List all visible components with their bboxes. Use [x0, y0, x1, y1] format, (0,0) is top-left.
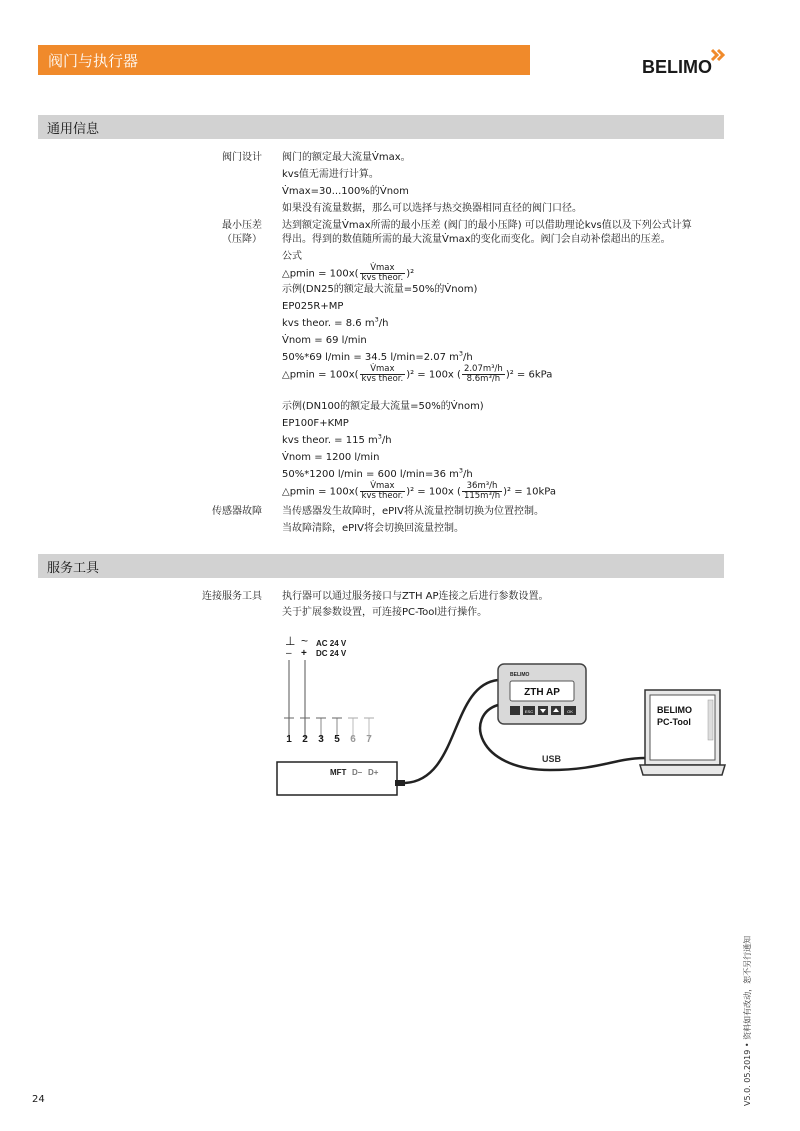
sensor-fault-line-2: 当故障清除，ePIV将会切换回流量控制。 — [282, 523, 464, 534]
ex2-res-mid: )² = 100x ( — [406, 486, 461, 498]
ex1-den-1: kvs theor. — [361, 374, 404, 384]
formula-den: kvs theor. — [361, 273, 404, 283]
ex2-den-2: 115m³/h — [463, 491, 501, 501]
pc-line-2: PC-Tool — [657, 717, 691, 727]
ex2-res-end: )² = 10kPa — [503, 486, 556, 498]
label-connect-service: 连接服务工具 — [202, 591, 262, 602]
ex2-kvs-prefix: kvs theor. = 115 m — [282, 435, 378, 446]
min-dp-desc-2: 得出。得到的数值随所需的最大流量V̇max的变化而变化。阀门会自动补偿超出的压差。 — [282, 234, 671, 245]
ex2-kvs — [282, 434, 392, 448]
belimo-logo — [638, 46, 728, 80]
terminal-7: 7 — [366, 734, 372, 745]
device-brand: BELIMO — [510, 672, 530, 678]
ex1-result — [282, 365, 552, 384]
zth-ap-device — [498, 664, 586, 724]
ex1-res-end: )² = 6kPa — [505, 369, 553, 381]
page-header-title: 阀门与执行器 — [48, 52, 139, 70]
ex1-title: 示例(DN25的额定最大流量=50%的V̇nom) — [282, 284, 478, 295]
mft-label: MFT — [330, 768, 347, 777]
ex1-calc-suffix: /h — [463, 352, 473, 363]
formula-fraction — [360, 264, 406, 283]
ex2-kvs-sup: 3 — [377, 432, 382, 441]
dplus-label: D+ — [368, 768, 379, 777]
terminal-5: 5 — [334, 734, 340, 745]
tilde-symbol: ~ — [301, 634, 309, 648]
ex1-vnom: V̇nom = 69 l/min — [282, 335, 367, 346]
formula-prefix: △pmin = 100x( — [282, 268, 359, 280]
label-sensor-fault: 传感器故障 — [212, 506, 262, 517]
ex1-kvs — [282, 317, 388, 331]
section-general — [38, 115, 724, 139]
formula-suffix: )² — [406, 268, 415, 280]
service-line-2: 关于扩展参数设置，可连接PC-Tool进行操作。 — [282, 607, 488, 618]
section-title-general: 通用信息 — [47, 122, 100, 137]
ex1-calc — [282, 351, 473, 365]
sensor-fault-line-1: 当传感器发生故障时，ePIV将从流量控制切换为位置控制。 — [282, 506, 544, 517]
ex1-kvs-suffix: /h — [378, 318, 389, 329]
ex2-kvs-suffix: /h — [381, 435, 392, 446]
ex2-model: EP100F+KMP — [282, 418, 349, 429]
logo-text: BELIMO — [642, 57, 712, 77]
version-note: V5.0. 05.2019 • 资料如有改动，恕不另行通知 — [743, 935, 752, 1106]
ex2-res-prefix: △pmin = 100x( — [282, 486, 359, 498]
ex2-vnom: V̇nom = 1200 l/min — [282, 452, 380, 463]
ac-label: AC 24 V — [316, 639, 347, 648]
ex2-den-1: kvs theor. — [361, 491, 404, 501]
ex1-calc-sup: 3 — [458, 349, 464, 358]
pc-line-1: BELIMO — [657, 705, 692, 715]
ex1-model: EP025R+MP — [282, 301, 344, 312]
ex1-kvs-sup: 3 — [374, 315, 379, 324]
valve-design-line-4: 如果没有流量数据，那么可以选择与热交换器相同直径的阀门口径。 — [282, 203, 582, 214]
ex2-title: 示例(DN100的额定最大流量=50%的V̇nom) — [282, 401, 484, 412]
valve-design-line-3: V̇max=30...100%的V̇nom — [282, 186, 409, 197]
ex1-frac-1 — [360, 365, 406, 384]
connection-diagram — [270, 630, 730, 805]
ex1-num-1: V̇max — [360, 365, 406, 375]
ok-button-label: OK — [567, 709, 573, 714]
valve-design-line-1: 阀门的额定最大流量V̇max。 — [282, 152, 411, 163]
usb-label: USB — [542, 754, 562, 764]
ex1-den-2: 8.6m³/h — [466, 374, 501, 384]
ex1-num-2: 2.07m³/h — [463, 364, 503, 374]
terminal-1: 1 — [286, 734, 292, 745]
ex2-frac-2 — [462, 482, 502, 501]
label-min-dp-2: （压降） — [222, 234, 262, 245]
formula-num: V̇max — [360, 264, 406, 274]
terminal-2: 2 — [302, 734, 308, 745]
ex1-res-mid: )² = 100x ( — [406, 369, 461, 381]
ex2-calc-prefix: 50%*1200 l/min = 600 l/min=36 m — [282, 469, 459, 480]
ex1-kvs-prefix: kvs theor. = 8.6 m — [282, 318, 375, 329]
label-min-dp-1: 最小压差 — [222, 220, 262, 231]
ex2-calc — [282, 468, 473, 482]
formula-label: 公式 — [282, 251, 302, 262]
page-number: 24 — [32, 1094, 45, 1105]
ex2-num-2: 36m³/h — [462, 482, 502, 492]
ex1-res-prefix: △pmin = 100x( — [282, 369, 359, 381]
ex2-calc-suffix: /h — [463, 469, 473, 480]
terminal-3: 3 — [318, 734, 324, 745]
terminal-6: 6 — [350, 734, 356, 745]
ex2-frac-1 — [360, 482, 406, 501]
plus-symbol: + — [301, 648, 307, 659]
device-screen-text: ZTH AP — [524, 687, 560, 698]
label-valve-design: 阀门设计 — [222, 152, 262, 163]
service-line-1: 执行器可以通过服务接口与ZTH AP连接之后进行参数设置。 — [282, 591, 549, 602]
ex1-frac-2 — [462, 365, 505, 384]
ex2-calc-sup: 3 — [458, 466, 464, 475]
dc-label: DC 24 V — [316, 649, 347, 658]
dminus-label: D– — [352, 768, 363, 777]
actuator-box — [277, 762, 397, 795]
section-title-service: 服务工具 — [47, 561, 100, 576]
ex2-result — [282, 482, 556, 501]
laptop-pc-tool — [640, 690, 725, 775]
minus-symbol: – — [286, 648, 292, 659]
ex2-num-1: V̇max — [360, 482, 406, 492]
valve-design-line-2: kvs值无需进行计算。 — [282, 169, 379, 180]
section-service — [38, 554, 724, 578]
esc-button-label: ESC — [524, 709, 534, 714]
formula-line — [282, 264, 414, 283]
ground-symbol: ⊥ — [285, 634, 296, 648]
min-dp-desc-1: 达到额定流量V̇max所需的最小压差 (阀门的最小压降) 可以借助理论kvs值以及下列公式计算 — [282, 220, 692, 231]
ex1-calc-prefix: 50%*69 l/min = 34.5 l/min=2.07 m — [282, 352, 459, 363]
header-bar — [38, 45, 530, 75]
